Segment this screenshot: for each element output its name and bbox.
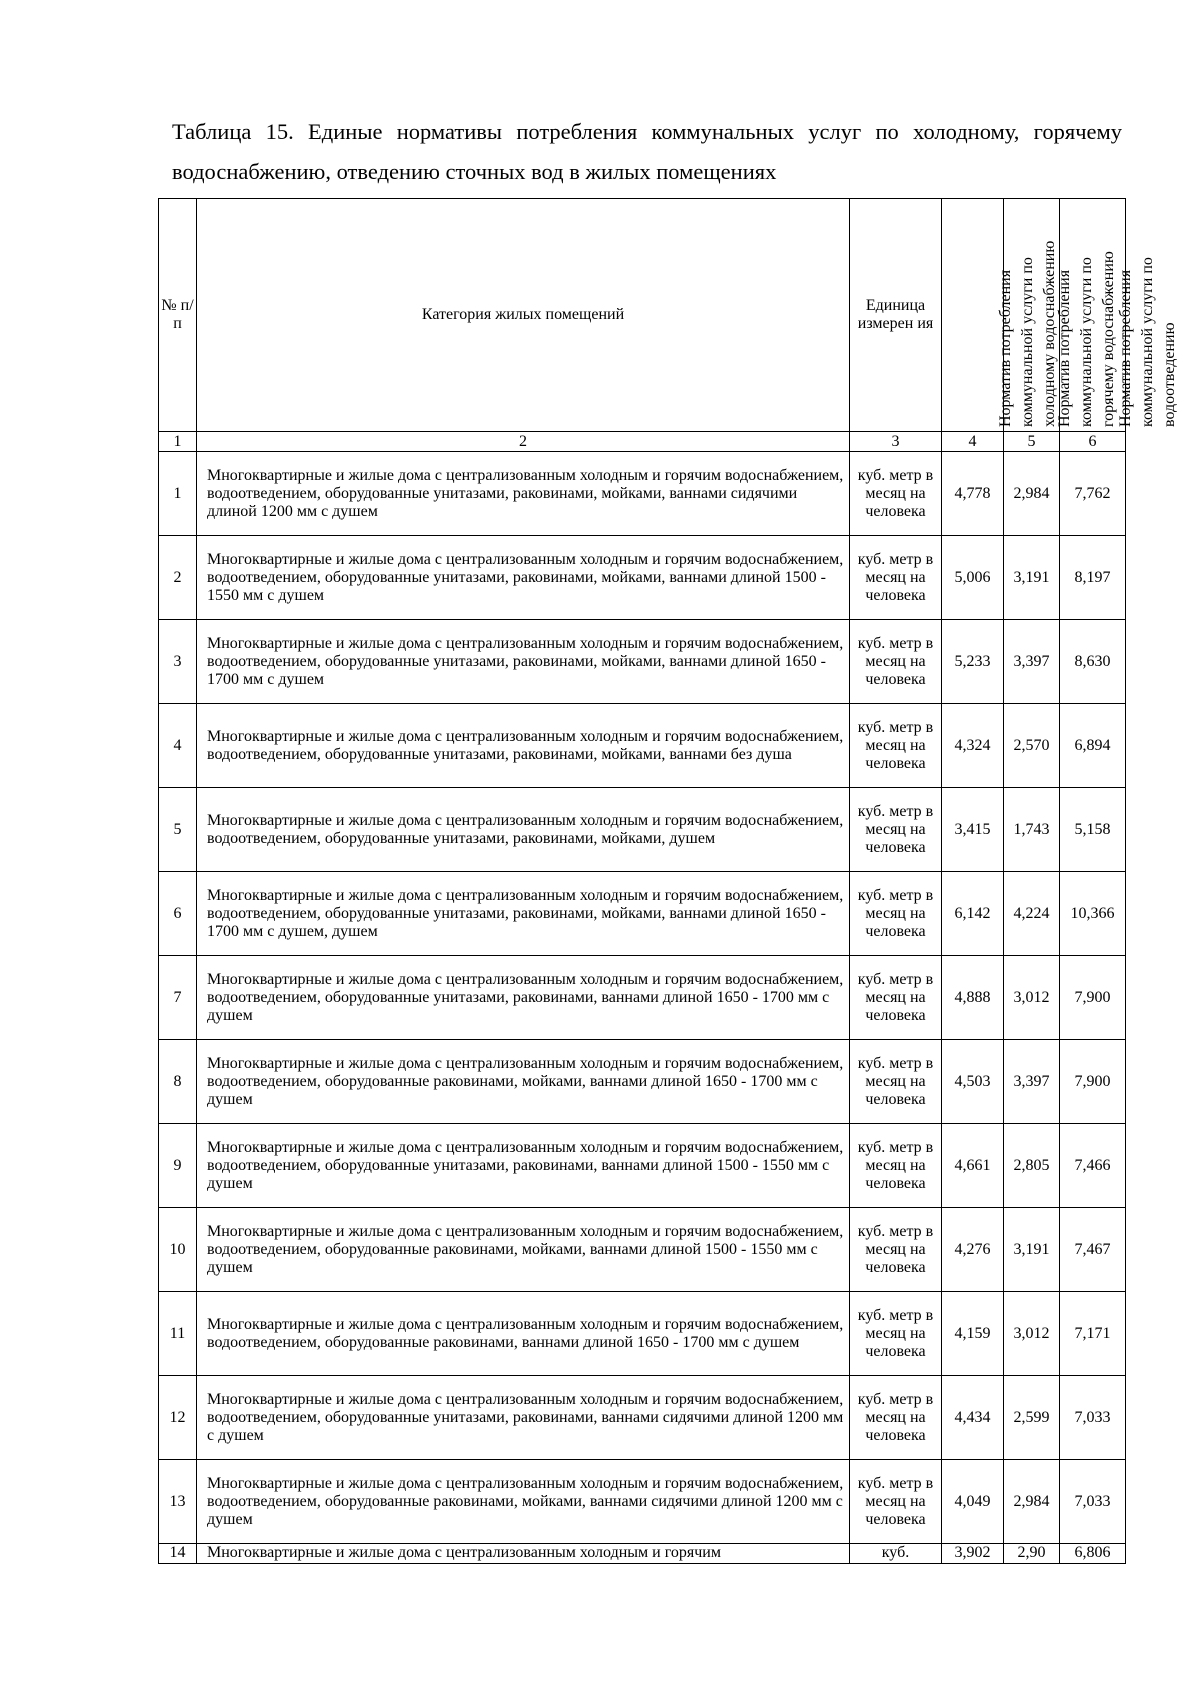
row-drain-value: 8,197 (1060, 536, 1126, 620)
row-hot-value: 3,397 (1004, 1040, 1060, 1124)
table-row (159, 1292, 1126, 1376)
row-category: Многоквартирные и жилые дома с централизованным холодным и горячим водоснабжением, водоотведением, оборудованные унитазами, раковинами, ваннами сидячими длиной 1200 мм с душем (197, 1376, 850, 1460)
header-unit: Единица измерен ия (850, 199, 942, 432)
row-drain-value: 7,900 (1060, 1040, 1126, 1124)
row-unit: куб. метр в месяц на человека (850, 956, 942, 1040)
row-category: Многоквартирные и жилые дома с централизованным холодным и горячим (197, 1544, 850, 1564)
row-unit: куб. метр в месяц на человека (850, 1376, 942, 1460)
row-hot-value: 2,570 (1004, 704, 1060, 788)
row-cold-value: 4,661 (942, 1124, 1004, 1208)
column-number: 3 (850, 432, 942, 452)
table-row (159, 1124, 1126, 1208)
row-unit: куб. метр в месяц на человека (850, 620, 942, 704)
header-cold-water (942, 199, 1058, 432)
row-category: Многоквартирные и жилые дома с централизованным холодным и горячим водоснабжением, водоотведением, оборудованные унитазами, раковинами, мойками, ваннами без душа (197, 704, 850, 788)
row-drain-value: 7,466 (1060, 1124, 1126, 1208)
row-drain-value: 7,900 (1060, 956, 1126, 1040)
table-row (159, 788, 1126, 872)
row-cold-value: 4,434 (942, 1376, 1004, 1460)
row-cold-value: 5,233 (942, 620, 1004, 704)
column-number: 6 (1060, 432, 1126, 452)
row-unit: куб. метр в месяц на человека (850, 704, 942, 788)
table-row (159, 872, 1126, 956)
table-row (159, 1376, 1126, 1460)
row-cold-value: 3,415 (942, 788, 1004, 872)
table-row (159, 1208, 1126, 1292)
row-hot-value: 3,191 (1004, 1208, 1060, 1292)
row-category: Многоквартирные и жилые дома с централизованным холодным и горячим водоснабжением, водоотведением, оборудованные раковинами, мойками, ваннами сидячими длиной 1200 мм с душем (197, 1460, 850, 1544)
row-category: Многоквартирные и жилые дома с централизованным холодным и горячим водоснабжением, водоотведением, оборудованные унитазами, раковинами, ваннами длиной 1500 - 1550 мм с душем (197, 1124, 850, 1208)
row-number: 13 (159, 1460, 197, 1544)
row-hot-value: 3,397 (1004, 620, 1060, 704)
row-cold-value: 3,902 (942, 1544, 1004, 1564)
row-hot-value: 2,805 (1004, 1124, 1060, 1208)
column-number: 2 (197, 432, 850, 452)
header-cold-water-text: Норматив потребления коммунальной услуги по холодному водоснабжению (996, 240, 1058, 427)
row-drain-value: 5,158 (1060, 788, 1126, 872)
row-number: 3 (159, 620, 197, 704)
row-hot-value: 1,743 (1004, 788, 1060, 872)
row-number: 1 (159, 452, 197, 536)
row-hot-value: 2,90 (1004, 1544, 1060, 1564)
row-number: 12 (159, 1376, 197, 1460)
table-caption: Таблица 15. Единые нормативы потребления коммунальных услуг по холодному, горячему водоснабжению, отведению сточных вод в жилых помещениях (172, 119, 1122, 184)
column-number: 1 (159, 432, 197, 452)
table-row (159, 1460, 1126, 1544)
header-row (159, 199, 1126, 432)
table-row-partial (159, 1544, 1126, 1564)
table-row (159, 536, 1126, 620)
row-drain-value: 7,467 (1060, 1208, 1126, 1292)
row-category: Многоквартирные и жилые дома с централизованным холодным и горячим водоснабжением, водоотведением, оборудованные раковинами, ваннами длиной 1650 - 1700 мм с душем (197, 1292, 850, 1376)
row-drain-value: 10,366 (1060, 872, 1126, 956)
column-number: 4 (942, 432, 1004, 452)
header-drainage-text: Норматив потребления коммунальной услуги по водоотведению (1116, 257, 1178, 427)
table-row (159, 620, 1126, 704)
header-hot-water-text: Норматив потребления коммунальной услуги по горячему водоснабжению (1055, 251, 1117, 427)
row-hot-value: 2,599 (1004, 1376, 1060, 1460)
column-number-row (159, 432, 1126, 452)
row-number: 8 (159, 1040, 197, 1124)
row-drain-value: 7,033 (1060, 1460, 1126, 1544)
row-drain-value: 6,894 (1060, 704, 1126, 788)
row-unit: куб. метр в месяц на человека (850, 452, 942, 536)
header-drainage (1060, 199, 1178, 432)
row-number: 5 (159, 788, 197, 872)
row-cold-value: 4,159 (942, 1292, 1004, 1376)
row-cold-value: 4,888 (942, 956, 1004, 1040)
row-category: Многоквартирные и жилые дома с централизованным холодным и горячим водоснабжением, водоотведением, оборудованные унитазами, раковинами, мойками, ваннами сидячими длиной 1200 мм с душем (197, 452, 850, 536)
row-number: 4 (159, 704, 197, 788)
row-number: 14 (159, 1544, 197, 1564)
row-unit: куб. метр в месяц на человека (850, 1124, 942, 1208)
row-number: 11 (159, 1292, 197, 1376)
header-category: Категория жилых помещений (197, 199, 850, 432)
row-unit: куб. метр в месяц на человека (850, 788, 942, 872)
row-number: 6 (159, 872, 197, 956)
row-unit: куб. метр в месяц на человека (850, 536, 942, 620)
row-unit: куб. метр в месяц на человека (850, 872, 942, 956)
row-unit: куб. метр в месяц на человека (850, 1208, 942, 1292)
row-cold-value: 4,276 (942, 1208, 1004, 1292)
row-unit: куб. метр в месяц на человека (850, 1460, 942, 1544)
table-row (159, 452, 1126, 536)
row-cold-value: 4,778 (942, 452, 1004, 536)
row-number: 7 (159, 956, 197, 1040)
table-row (159, 704, 1126, 788)
row-drain-value: 6,806 (1060, 1544, 1126, 1564)
row-hot-value: 3,191 (1004, 536, 1060, 620)
row-category: Многоквартирные и жилые дома с централизованным холодным и горячим водоснабжением, водоотведением, оборудованные унитазами, раковинами, ваннами длиной 1650 - 1700 мм с душем (197, 956, 850, 1040)
row-cold-value: 4,049 (942, 1460, 1004, 1544)
row-category: Многоквартирные и жилые дома с централизованным холодным и горячим водоснабжением, водоотведением, оборудованные унитазами, раковинами, мойками, ваннами длиной 1500 - 1550 мм с душем (197, 536, 850, 620)
header-hot-water (1004, 199, 1117, 432)
row-category: Многоквартирные и жилые дома с централизованным холодным и горячим водоснабжением, водоотведением, оборудованные раковинами, мойками, ваннами длиной 1650 - 1700 мм с душем (197, 1040, 850, 1124)
row-drain-value: 8,630 (1060, 620, 1126, 704)
row-cold-value: 5,006 (942, 536, 1004, 620)
row-cold-value: 4,503 (942, 1040, 1004, 1124)
row-category: Многоквартирные и жилые дома с централизованным холодным и горячим водоснабжением, водоотведением, оборудованные раковинами, мойками, ваннами длиной 1500 - 1550 мм с душем (197, 1208, 850, 1292)
row-drain-value: 7,033 (1060, 1376, 1126, 1460)
row-cold-value: 6,142 (942, 872, 1004, 956)
row-category: Многоквартирные и жилые дома с централизованным холодным и горячим водоснабжением, водоотведением, оборудованные унитазами, раковинами, мойками, душем (197, 788, 850, 872)
row-hot-value: 2,984 (1004, 1460, 1060, 1544)
row-drain-value: 7,762 (1060, 452, 1126, 536)
row-number: 2 (159, 536, 197, 620)
row-category: Многоквартирные и жилые дома с централизованным холодным и горячим водоснабжением, водоотведением, оборудованные унитазами, раковинами, мойками, ваннами длиной 1650 - 1700 мм с душем (197, 620, 850, 704)
column-number: 5 (1004, 432, 1060, 452)
row-hot-value: 3,012 (1004, 1292, 1060, 1376)
row-hot-value: 3,012 (1004, 956, 1060, 1040)
row-drain-value: 7,171 (1060, 1292, 1126, 1376)
row-number: 9 (159, 1124, 197, 1208)
row-unit: куб. метр в месяц на человека (850, 1040, 942, 1124)
table-row (159, 956, 1126, 1040)
header-num: № п/ п (159, 199, 197, 432)
norms-table (158, 198, 1178, 1564)
row-cold-value: 4,324 (942, 704, 1004, 788)
table-row (159, 1040, 1126, 1124)
row-hot-value: 2,984 (1004, 452, 1060, 536)
row-number: 10 (159, 1208, 197, 1292)
row-hot-value: 4,224 (1004, 872, 1060, 956)
row-unit: куб. метр в месяц на человека (850, 1292, 942, 1376)
row-unit: куб. (850, 1544, 942, 1564)
row-category: Многоквартирные и жилые дома с централизованным холодным и горячим водоснабжением, водоотведением, оборудованные унитазами, раковинами, мойками, ваннами длиной 1650 - 1700 мм с душем, душем (197, 872, 850, 956)
